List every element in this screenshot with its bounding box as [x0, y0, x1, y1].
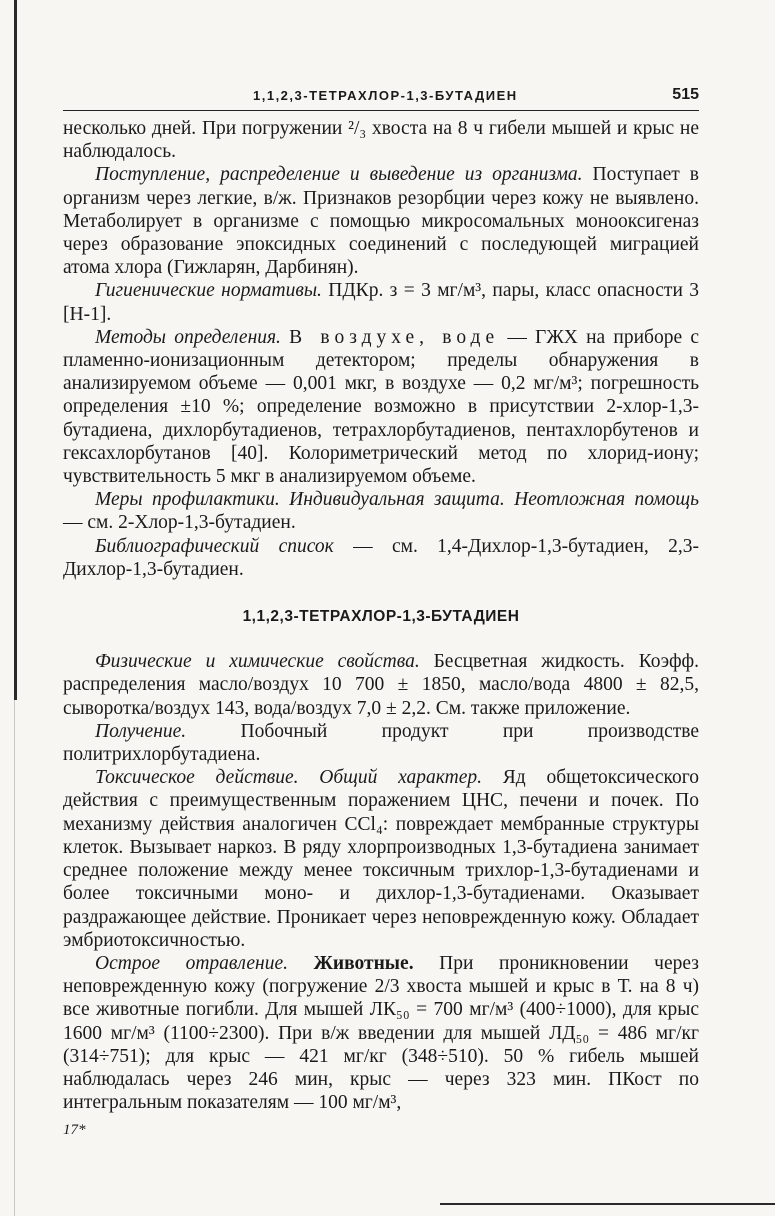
- paragraph-text: Бесцветная жидкость. Коэфф. распределения масло/воздух 10 700 ± 1850, масло/вода 4800 ± 82,5, сыворотка/воздух 143, вода/воздух 7,0 ± 2,2. См. также приложение.: [63, 651, 699, 719]
- paragraph-continuation: [63, 117, 699, 163]
- spaced-text: В воздухе, воде: [289, 326, 500, 348]
- paragraph-hygiene: [63, 279, 699, 325]
- running-header: [63, 84, 699, 111]
- paragraph-bibliography: [63, 535, 699, 581]
- paragraph-label: Острое отравление.: [95, 952, 288, 974]
- paragraph-label: Физические и химические свойства.: [95, 651, 420, 673]
- paragraph-methods: [63, 326, 699, 488]
- paragraph-prevention: [63, 488, 699, 534]
- section-heading: 1,1,2,3-ТЕТРАХЛОР-1,3-БУТАДИЕН: [242, 608, 520, 626]
- paragraph-toxicity: [63, 766, 699, 952]
- bold-label: Животные.: [287, 952, 414, 974]
- paragraph-text: При проникновении через неповрежденную кожу (погружение 2/3 хвоста мышей и крыс в Т. на 8 ч) все животные погибли. Для мышей ЛК₅₀ = 700 мг/м³ (400÷1000), для крыс 1600 мг/м³ (1100÷2300). При в/ж введении для мышей ЛД₅₀ = 486 мг/кг (314÷751); для крыс — 421 мг/кг (348÷510). 50 % гибель мышей наблюдалась через 246 мин, крыс — через 323 мин. ПКост по интегральным показателям — 100 мг/м³,: [63, 952, 699, 1114]
- paragraph-text: — см. 2-Хлор-1,3-бутадиен.: [63, 512, 296, 534]
- paragraph-text: — см. 1,4-Дихлор-1,3-бутадиен, 2,3-Дихлор-1,3-бутадиен.: [63, 535, 700, 580]
- scan-edge-faint: [14, 700, 15, 1216]
- scan-edge-shadow: [14, 0, 17, 700]
- paragraph-intake: [63, 163, 699, 279]
- paragraph-label: Методы определения.: [95, 326, 281, 348]
- paragraph-text: Побочный продукт при производстве политрихлорбутадиена.: [63, 720, 699, 766]
- paragraph-label: Меры профилактики. Индивидуальная защита. Неотложная помощь: [95, 489, 699, 511]
- paragraph-production: [63, 720, 699, 766]
- printer-signature: 17*: [63, 1122, 86, 1139]
- paragraph-properties: [63, 650, 699, 720]
- page-number: 515: [672, 86, 699, 103]
- paragraph-text: Яд общетоксического действия с преимущественным поражением ЦНС, печени и почек. По механизму действия аналогичен CCl₄: повреждает мембранные структуры клеток. Вызывает наркоз. В ряду хлорпроизводных 1,3-бутадиена занимает среднее положение между менее токсичным трихлор-1,3-бутадиенами и более токсичными моно- и дихлор-1,3-бутадиенами. Оказывает раздражающее действие. Проникает через неповрежденную кожу. Обладает эмбриотоксичностью.: [63, 767, 699, 951]
- paragraph-text: ПДКр. з = 3 мг/м³, пары, класс опасности 3 [Н-1].: [63, 280, 699, 325]
- paragraph-acute-poisoning: [63, 952, 699, 1114]
- paragraph-text: — ГЖХ на приборе с пламенно-ионизационным детектором; пределы обнаружения в анализируемом объеме — 0,001 мкг, в воздухе — 0,2 мг/м³; погрешность определения ±10 %; определение возможно в присутствии 2-хлор-1,3-бутадиена, дихлорбутадиенов, тетрахлорбутадиенов, пентахлорбутенов и гексахлорбутанов [40]. Колориметрический метод по хлорид-иону; чувствительность 5 мкг в анализируемом объеме.: [63, 326, 699, 488]
- paragraph-text: несколько дней. При погружении ²/₃ хвоста на 8 ч гибели мышей и крыс не наблюдалось.: [63, 118, 699, 163]
- page-body: [63, 117, 699, 1114]
- paragraph-label: Получение.: [95, 720, 187, 742]
- book-page: [63, 84, 699, 1139]
- paragraph-label: Библиографический список: [95, 535, 334, 557]
- running-title: 1,1,2,3-ТЕТРАХЛОР-1,3-БУТАДИЕН: [253, 88, 518, 103]
- scan-bottom-edge: [440, 1203, 775, 1205]
- paragraph-label: Токсическое действие. Общий характер.: [95, 767, 483, 789]
- paragraph-label: Поступление, распределение и выведение из организма.: [95, 164, 583, 186]
- paragraph-text: Поступает в организм через легкие, в/ж. Признаков резорбции через кожу не выявлено. Метаболирует в организме с помощью микросомальных монооксигеназ через образование эпоксидных соединений с последующей миграцией атома хлора (Гижларян, Дарбинян).: [63, 164, 699, 279]
- paragraph-label: Гигиенические нормативы.: [95, 280, 322, 302]
